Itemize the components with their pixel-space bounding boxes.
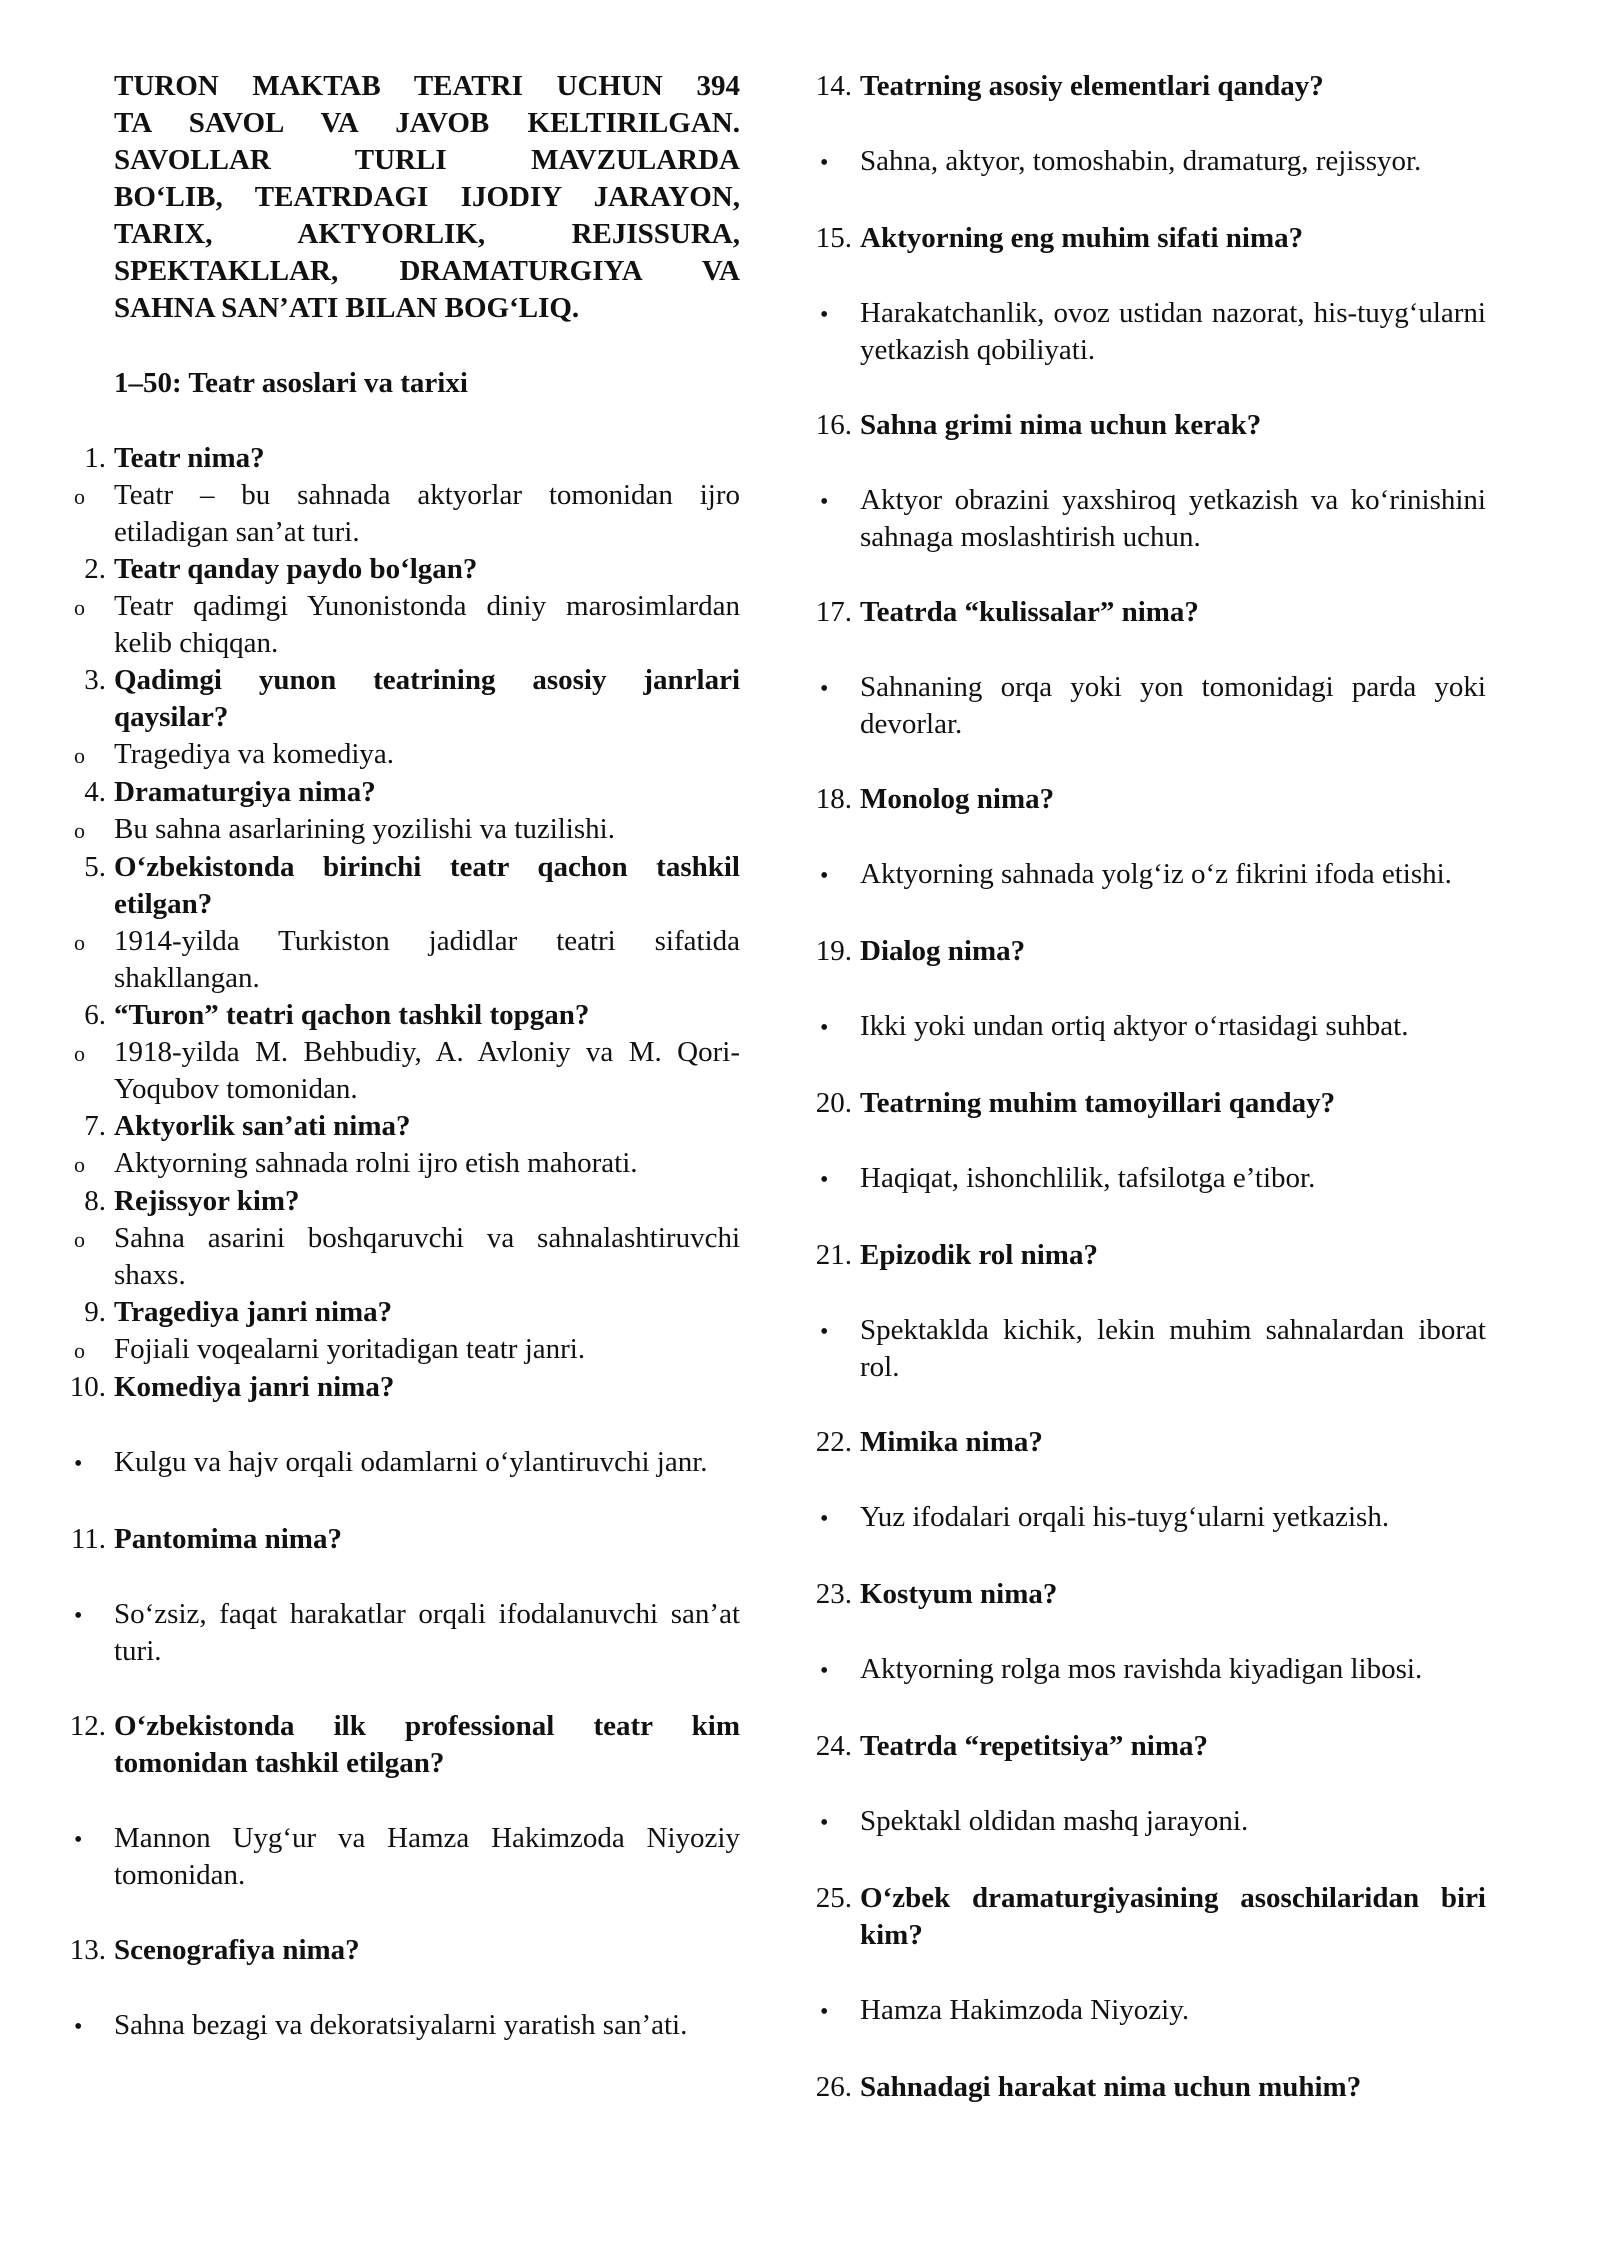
- question-number: 19.: [815, 935, 852, 967]
- circle-bullet-icon: [62, 811, 114, 849]
- question-number: 24.: [815, 1730, 852, 1762]
- question-text: Pantomima nima?: [114, 1523, 342, 1555]
- answer-text: Sahnaning orqa yoki yon tomonidagi parda yoki devorlar.: [860, 671, 1486, 740]
- circle-bullet-icon: [62, 1220, 114, 1294]
- answer-text: Harakatchanlik, ovoz ustidan nazorat, his-tuyg‘ularni yetkazish qobiliyati.: [860, 297, 1486, 366]
- question-number: 12.: [69, 1710, 106, 1742]
- answer-text: Aktyorning sahnada yolg‘iz o‘z fikrini ifoda etishi.: [860, 858, 1452, 890]
- question-number: 25.: [815, 1882, 852, 1914]
- intro-line: TA SAVOL VA JAVOB KELTIRILGAN.: [114, 107, 740, 139]
- answer-text: Fojiali voqealarni yoritadigan teatr janri.: [114, 1333, 586, 1365]
- question-number: 1.: [84, 442, 106, 474]
- answer-text: Hamza Hakimzoda Niyoziy.: [860, 1994, 1190, 2026]
- answer: [808, 669, 1486, 743]
- question-text: Rejissyor kim?: [114, 1185, 300, 1217]
- answer-text: So‘zsiz, faqat harakatlar orqali ifodalanuvchi san’at turi.: [114, 1598, 740, 1667]
- question: [808, 594, 1486, 631]
- question: [808, 1424, 1486, 1461]
- answer-text: Mannon Uyg‘ur va Hamza Hakimzoda Niyoziy tomonidan.: [114, 1822, 740, 1891]
- question-text: Teatrning asosiy elementlari qanday?: [860, 70, 1324, 102]
- bullet-icon: [808, 143, 860, 182]
- section-title: 1–50: Teatr asoslari va tarixi: [114, 367, 468, 399]
- bullet-icon: [62, 1596, 114, 1670]
- question-text: Teatr nima?: [114, 442, 265, 474]
- answer: [808, 482, 1486, 556]
- answer: [808, 856, 1486, 895]
- question: [62, 774, 740, 811]
- question: [62, 1369, 740, 1406]
- bullet-icon: [62, 2007, 114, 2046]
- question-text: Aktyorlik san’ati nima?: [114, 1110, 411, 1142]
- question: [62, 1294, 740, 1331]
- question-number: 14.: [815, 70, 852, 102]
- intro-line: TURON MAKTAB TEATRI UCHUN 394: [114, 70, 740, 102]
- answer-text: Teatr – bu sahnada aktyorlar tomonidan ijro etiladigan san’at turi.: [114, 479, 740, 548]
- answer: [62, 588, 740, 662]
- question-number: 10.: [69, 1371, 106, 1403]
- bullet-icon: [62, 1820, 114, 1894]
- answer-text: Ikki yoki undan ortiq aktyor o‘rtasidagi suhbat.: [860, 1010, 1409, 1042]
- answer-text: Haqiqat, ishonchlilik, tafsilotga e’tibor.: [860, 1162, 1316, 1194]
- answer: [808, 1008, 1486, 1047]
- question: [62, 997, 740, 1034]
- question-number: 17.: [815, 596, 852, 628]
- question-number: 26.: [815, 2071, 852, 2103]
- question-number: 21.: [815, 1239, 852, 1271]
- circle-bullet-icon: [62, 923, 114, 997]
- question-text: Tragediya janri nima?: [114, 1296, 393, 1328]
- circle-bullet-icon: [62, 1331, 114, 1369]
- answer: [808, 1803, 1486, 1842]
- question: [62, 662, 740, 736]
- question: [62, 1108, 740, 1145]
- bullet-icon: [62, 1444, 114, 1483]
- question: [62, 849, 740, 923]
- question-text: Qadimgi yunon teatrining asosiy janrlari qaysilar?: [114, 664, 740, 733]
- bullet-icon: [808, 482, 860, 556]
- question-text: Scenografiya nima?: [114, 1934, 360, 1966]
- answer: [62, 477, 740, 551]
- answer-text: Sahna, aktyor, tomoshabin, dramaturg, rejissyor.: [860, 145, 1422, 177]
- bullet-icon: [808, 856, 860, 895]
- question: [808, 933, 1486, 970]
- circle-bullet-icon: [62, 736, 114, 774]
- question-text: Aktyorning eng muhim sifati nima?: [860, 222, 1304, 254]
- circle-bullet-icon: [62, 588, 114, 662]
- intro-line: SAHNA SAN’ATI BILAN BOG‘LIQ.: [114, 292, 580, 324]
- answer-text: Spektaklda kichik, lekin muhim sahnalardan iborat rol.: [860, 1314, 1486, 1383]
- question-number: 7.: [84, 1110, 106, 1142]
- intro-line: TARIX, AKTYORLIK, REJISSURA,: [114, 218, 740, 250]
- question: [808, 1085, 1486, 1122]
- answer-text: Tragediya va komediya.: [114, 738, 395, 770]
- answer-text: Aktyor obrazini yaxshiroq yetkazish va ko‘rinishini sahnaga moslashtirish uchun.: [860, 484, 1486, 553]
- answer: [62, 923, 740, 997]
- answer: [808, 143, 1486, 182]
- intro-line: SPEKTAKLLAR, DRAMATURGIYA VA: [114, 255, 740, 287]
- question-number: 11.: [70, 1523, 106, 1555]
- question: [808, 1880, 1486, 1954]
- answer: [808, 1160, 1486, 1199]
- question-number: 22.: [815, 1426, 852, 1458]
- answer: [62, 1034, 740, 1108]
- question: [808, 1728, 1486, 1765]
- answer: [62, 1596, 740, 1670]
- bullet-icon: [808, 1160, 860, 1199]
- question-number: 9.: [84, 1296, 106, 1328]
- bullet-icon: [808, 1992, 860, 2031]
- question-text: Dialog nima?: [860, 935, 1026, 967]
- intro-line: SAVOLLAR TURLI MAVZULARDA: [114, 144, 740, 176]
- bullet-icon: [808, 1651, 860, 1690]
- answer-text: Kulgu va hajv orqali odamlarni o‘ylantiruvchi janr.: [114, 1446, 708, 1478]
- question-number: 5.: [84, 851, 106, 883]
- question-text: “Turon” teatri qachon tashkil topgan?: [114, 999, 590, 1031]
- question-number: 6.: [84, 999, 106, 1031]
- question-number: 18.: [815, 783, 852, 815]
- question-number: 2.: [84, 553, 106, 585]
- circle-bullet-icon: [62, 477, 114, 551]
- bullet-icon: [808, 669, 860, 743]
- question: [808, 2069, 1486, 2106]
- question: [62, 551, 740, 588]
- answer: [62, 1331, 740, 1369]
- circle-bullet-icon: [62, 1145, 114, 1183]
- question-text: Teatrda “kulissalar” nima?: [860, 596, 1199, 628]
- question-text: Teatrning muhim tamoyillari qanday?: [860, 1087, 1336, 1119]
- answer: [62, 1820, 740, 1894]
- question: [62, 1708, 740, 1782]
- answer-text: 1914-yilda Turkiston jadidlar teatri sifatida shakllangan.: [114, 925, 740, 994]
- answer: [808, 1499, 1486, 1538]
- bullet-icon: [808, 1499, 860, 1538]
- answer: [808, 295, 1486, 369]
- question-text: Teatrda “repetitsiya” nima?: [860, 1730, 1208, 1762]
- question-number: 15.: [815, 222, 852, 254]
- bullet-icon: [808, 1008, 860, 1047]
- question-number: 4.: [84, 776, 106, 808]
- question-text: Epizodik rol nima?: [860, 1239, 1098, 1271]
- answer: [808, 1992, 1486, 2031]
- question: [808, 781, 1486, 818]
- answer: [62, 811, 740, 849]
- question-text: Sahna grimi nima uchun kerak?: [860, 409, 1262, 441]
- answer: [808, 1312, 1486, 1386]
- answer-text: Spektakl oldidan mashq jarayoni.: [860, 1805, 1249, 1837]
- question: [808, 220, 1486, 257]
- question-number: 13.: [69, 1934, 106, 1966]
- question-number: 20.: [815, 1087, 852, 1119]
- question: [62, 1183, 740, 1220]
- answer: [62, 2007, 740, 2046]
- question-text: O‘zbekistonda ilk professional teatr kim tomonidan tashkil etilgan?: [114, 1710, 740, 1779]
- answer: [62, 736, 740, 774]
- question-text: Monolog nima?: [860, 783, 1055, 815]
- bullet-icon: [808, 295, 860, 369]
- answer-text: Sahna bezagi va dekoratsiyalarni yaratish san’ati.: [114, 2009, 688, 2041]
- question-text: O‘zbek dramaturgiyasining asoschilaridan biri kim?: [860, 1882, 1486, 1951]
- answer: [62, 1145, 740, 1183]
- answer: [62, 1220, 740, 1294]
- answer-text: Aktyorning rolga mos ravishda kiyadigan libosi.: [860, 1653, 1423, 1685]
- circle-bullet-icon: [62, 1034, 114, 1108]
- answer-text: 1918-yilda M. Behbudiy, A. Avloniy va M. Qori-Yoqubov tomonidan.: [114, 1036, 740, 1105]
- question-number: 16.: [815, 409, 852, 441]
- question-number: 8.: [84, 1185, 106, 1217]
- question: [808, 68, 1486, 105]
- question-text: O‘zbekistonda birinchi teatr qachon tashkil etilgan?: [114, 851, 740, 920]
- answer: [62, 1444, 740, 1483]
- question: [62, 1521, 740, 1558]
- question-text: Mimika nima?: [860, 1426, 1043, 1458]
- bullet-icon: [808, 1803, 860, 1842]
- question: [808, 1576, 1486, 1613]
- question-number: 23.: [815, 1578, 852, 1610]
- answer-text: Yuz ifodalari orqali his-tuyg‘ularni yetkazish.: [860, 1501, 1390, 1533]
- question-text: Teatr qanday paydo bo‘lgan?: [114, 553, 478, 585]
- question-text: Dramaturgiya nima?: [114, 776, 376, 808]
- answer-text: Bu sahna asarlarining yozilishi va tuzilishi.: [114, 813, 615, 845]
- question-number: 3.: [84, 664, 106, 696]
- intro-line: BO‘LIB, TEATRDAGI IJODIY JARAYON,: [114, 181, 740, 213]
- question-text: Kostyum nima?: [860, 1578, 1058, 1610]
- question-text: Sahnadagi harakat nima uchun muhim?: [860, 2071, 1362, 2103]
- question: [808, 1237, 1486, 1274]
- left-column: [62, 68, 740, 2046]
- answer-text: Aktyorning sahnada rolni ijro etish mahorati.: [114, 1147, 638, 1179]
- question: [62, 440, 740, 477]
- question: [62, 1932, 740, 1969]
- question: [808, 407, 1486, 444]
- answer-text: Sahna asarini boshqaruvchi va sahnalashtiruvchi shaxs.: [114, 1222, 740, 1291]
- intro-heading: [114, 68, 740, 327]
- answer-text: Teatr qadimgi Yunonistonda diniy marosimlardan kelib chiqqan.: [114, 590, 740, 659]
- answer: [808, 1651, 1486, 1690]
- right-column: [808, 68, 1486, 2106]
- question-text: Komediya janri nima?: [114, 1371, 395, 1403]
- bullet-icon: [808, 1312, 860, 1386]
